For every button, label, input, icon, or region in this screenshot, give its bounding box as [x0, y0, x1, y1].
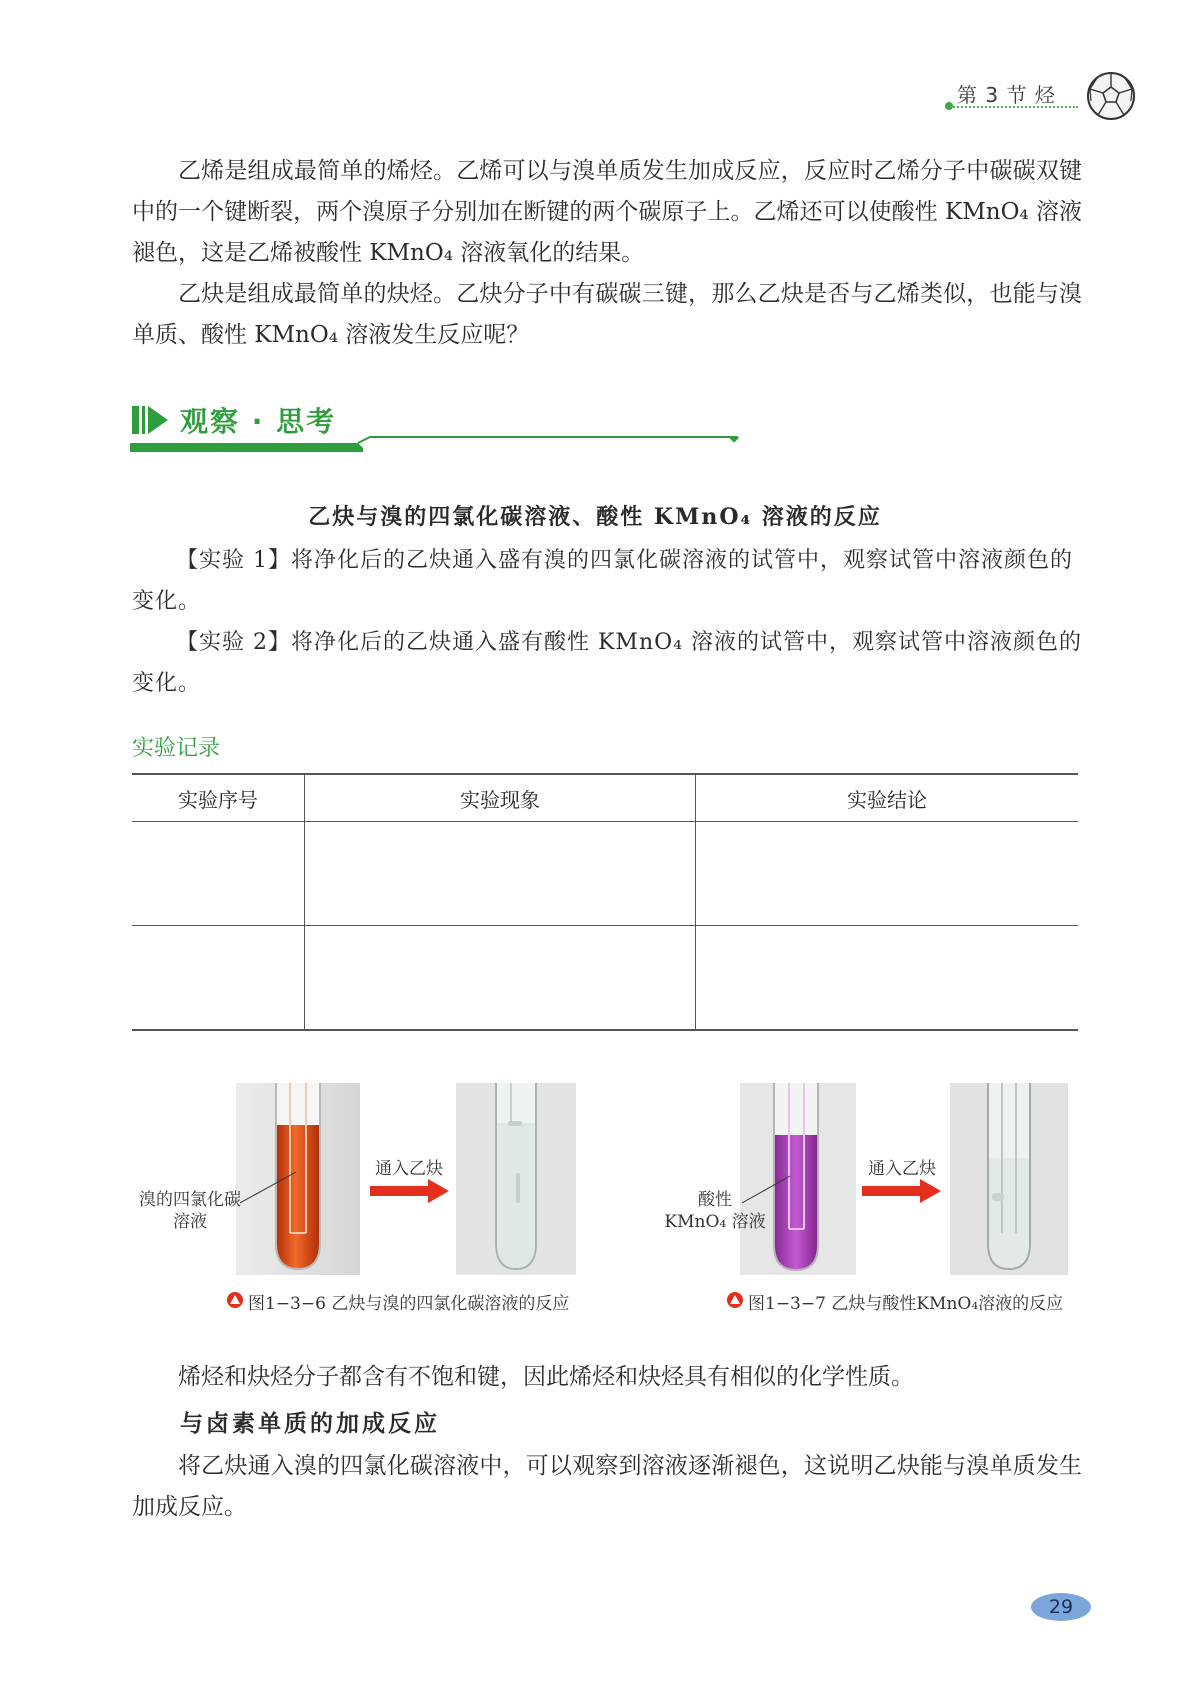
record-table: [132, 773, 1078, 1031]
intro-paragraph-1: 乙烯是组成最简单的烯烃。乙烯可以与溴单质发生加成反应，反应时乙烯分子中碳碳双键中的一个键断裂，两个溴原子分别加在断键的两个碳原子上。乙烯还可以使酸性 KMnO₄ 溶液褪色，这是乙烯被酸性 KMnO₄ 溶液氧化的结果。: [132, 158, 1082, 266]
section-title: 观察 · 思考: [180, 405, 337, 438]
figure-caption-right: 图1−3−7 乙炔与酸性KMnO₄溶液的反应: [748, 1294, 1064, 1314]
table-cell: [696, 926, 1079, 1031]
conclusion-paragraph: 烯烃和炔烃分子都含有不饱和键，因此烯烃和炔烃具有相似的化学性质。: [178, 1364, 914, 1390]
column-header: 实验序号: [132, 774, 305, 822]
table-cell: [696, 822, 1079, 926]
caption-triangle-icon: [226, 1291, 244, 1309]
right-tube-label-line1: 酸性: [698, 1190, 732, 1210]
fullerene-icon: [1085, 70, 1137, 122]
photo-clear-tube-1: [456, 1083, 576, 1275]
conclusion-paragraph-2: 将乙炔通入溴的四氯化碳溶液中，可以观察到溶液逐渐褪色，这说明乙炔能与溴单质发生加成反应。: [132, 1453, 1082, 1520]
table-cell: [132, 926, 305, 1031]
experiment-1-text: 【实验 1】将净化后的乙炔通入盛有溴的四氯化碳溶液的试管中，观察试管中溶液颜色的变化。: [132, 548, 1073, 614]
header-underline: [950, 106, 1078, 108]
left-tube-label-line2: 溶液: [173, 1212, 207, 1232]
experiment-2-text: 【实验 2】将净化后的乙炔通入盛有酸性 KMnO₄ 溶液的试管中，观察试管中溶液颜色的变化。: [132, 630, 1082, 696]
page-number: 29: [1031, 1593, 1091, 1621]
table-row: [132, 926, 1078, 1031]
column-header: 实验现象: [305, 774, 696, 822]
intro-paragraph-2: 乙炔是组成最简单的炔烃。乙炔分子中有碳碳三键，那么乙炔是否与乙烯类似，也能与溴单质、酸性 KMnO₄ 溶液发生反应呢？: [132, 281, 1082, 348]
table-cell: [305, 926, 696, 1031]
experiment-title: 乙炔与溴的四氯化碳溶液、酸性 KMnO₄ 溶液的反应: [308, 504, 882, 530]
left-pointer-line: [240, 1170, 300, 1210]
left-arrow-icon: [370, 1178, 450, 1204]
figure-caption-left: 图1−3−6 乙炔与溴的四氯化碳溶液的反应: [248, 1294, 570, 1314]
subsection-heading: 与卤素单质的加成反应: [180, 1410, 440, 1437]
section-underline: [130, 436, 745, 454]
right-pointer-line: [742, 1170, 792, 1210]
table-header-row: [132, 774, 1078, 822]
record-label: 实验记录: [132, 736, 221, 761]
right-arrow-label: 通入乙炔: [868, 1159, 936, 1179]
table-row: [132, 822, 1078, 926]
column-header: 实验结论: [696, 774, 1079, 822]
photo-clear-tube-2: [950, 1083, 1068, 1275]
play-arrow-icon: [130, 402, 172, 438]
section-header-label: 第 3 节 烃: [957, 83, 1056, 107]
table-cell: [305, 822, 696, 926]
left-tube-label-line1: 溴的四氯化碳: [139, 1190, 241, 1210]
right-arrow-icon: [862, 1178, 942, 1204]
table-cell: [132, 822, 305, 926]
left-arrow-label: 通入乙炔: [375, 1159, 443, 1179]
caption-triangle-icon: [726, 1291, 744, 1309]
right-tube-label-line2: KMnO₄ 溶液: [664, 1212, 766, 1232]
